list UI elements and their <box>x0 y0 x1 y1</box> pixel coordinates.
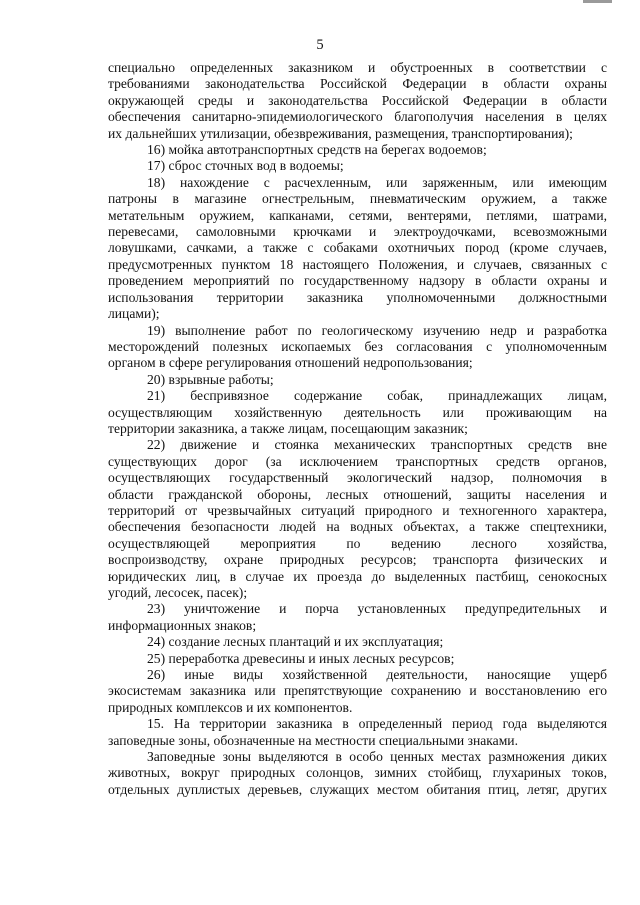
text-line: 21) беспривязное содержание собак, принадлежащих лицам, <box>147 388 607 404</box>
text-line: окружающей среды и законодательства Российской Федерации в области <box>108 92 607 108</box>
text-line: воспроизводству, охране природных ресурсов; транспорта физических и <box>108 552 607 568</box>
text-line: патроны в магазине огнестрельным, пневматическим оружием, а также <box>108 191 607 207</box>
text-line: 18) нахождение с расчехленным, или заряженным, или имеющим <box>147 174 607 190</box>
text-line: лицами); <box>108 306 160 322</box>
text-line: 16) мойка автотранспортных средств на берегах водоемов; <box>147 142 487 158</box>
text-line: метательным оружием, капканами, сетями, вентерями, петлями, шатрами, <box>108 207 607 223</box>
text-line: юридических лиц, в случае их проезда до выделенных пастбищ, сенокосных <box>108 568 607 584</box>
text-line: проведением мероприятий по государственному надзору в области охраны и <box>108 273 607 289</box>
text-line: специально определенных заказником и обустроенных в соответствии с <box>108 60 607 75</box>
text-line: информационных знаков; <box>108 617 257 633</box>
text-line: предусмотренных пунктом 18 настоящего Положения, и случаев, связанных с <box>108 256 607 272</box>
text-line: обеспечения санитарно-эпидемиологического благополучия населения в целях <box>108 109 607 125</box>
text-line: 22) движение и стоянка механических транспортных средств вне <box>147 437 607 453</box>
text-line: требованиями законодательства Российской Федерации в области охраны <box>108 76 607 92</box>
text-line: ловушками, сачками, а также с собаками охотничьих пород (кроме случаев, <box>108 240 607 256</box>
text-line: угодий, лесосек, пасек); <box>108 585 248 600</box>
text-line: природных комплексов и их компонентов. <box>108 699 353 715</box>
document-body <box>108 60 607 798</box>
text-line: 23) уничтожение и порча установленных предупредительных и <box>147 601 607 617</box>
text-line: 17) сброс сточных вод в водоемы; <box>147 158 344 174</box>
text-line: 26) иные виды хозяйственной деятельности, наносящие ущерб <box>147 667 607 683</box>
text-line: 25) переработка древесины и иных лесных ресурсов; <box>147 650 455 666</box>
text-line: Заповедные зоны выделяются в особо ценных местах размножения диких <box>147 749 607 765</box>
text-line: 20) взрывные работы; <box>147 371 274 387</box>
text-line: области гражданской обороны, лесных отношений, защиты населения и <box>108 486 607 502</box>
text-line: месторождений полезных ископаемых без согласования с уполномоченным <box>108 338 607 354</box>
text-line: 24) создание лесных плантаций и их эксплуатация; <box>147 634 444 650</box>
text-line: 19) выполнение работ по геологическому изучению недр и разработка <box>147 322 607 338</box>
text-line: территорий от чрезвычайных ситуаций природного и техногенного характера, <box>108 502 607 518</box>
text-line: осуществляющих государственный экологический надзор, полномочия в <box>108 470 607 486</box>
text-line: их дальнейших утилизации, обезвреживания, размещения, транспортирования); <box>108 125 573 141</box>
text-line: экосистемам заказника или препятствующие сохранению и восстановлению его <box>108 683 607 699</box>
page-number: 5 <box>316 37 324 53</box>
text-line: заповедные зоны, обозначенные на местности специальными знаками. <box>108 732 518 748</box>
text-line: обеспечения безопасности людей на водных объектах, а также спецтехники, <box>108 519 607 535</box>
text-line: перевесами, самоловными крючками и электроудочками, всевозможными <box>108 224 607 240</box>
text-line: 15. На территории заказника в определенный период года выделяются <box>147 716 607 732</box>
text-line: осуществляющим хозяйственную деятельность или проживающим на <box>108 404 607 420</box>
text-line: отдельных дуплистых деревьев, служащих местом обитания птиц, летяг, других <box>108 781 607 797</box>
text-line: животных, вокруг природных солонцов, зимних стойбищ, глухариных токов, <box>108 765 607 781</box>
text-line: существующих дорог (за исключением транспортных средств органов, <box>108 453 607 469</box>
text-line: органом в сфере регулирования отношений недропользования; <box>108 355 473 371</box>
text-line: использования территории заказника уполномоченными должностными <box>108 289 607 305</box>
text-line: осуществляющей мероприятия по ведению лесного хозяйства, <box>108 535 607 551</box>
text-line: территории заказника, а также лицам, посещающим заказник; <box>108 420 468 436</box>
scan-edge-mark <box>583 0 612 3</box>
